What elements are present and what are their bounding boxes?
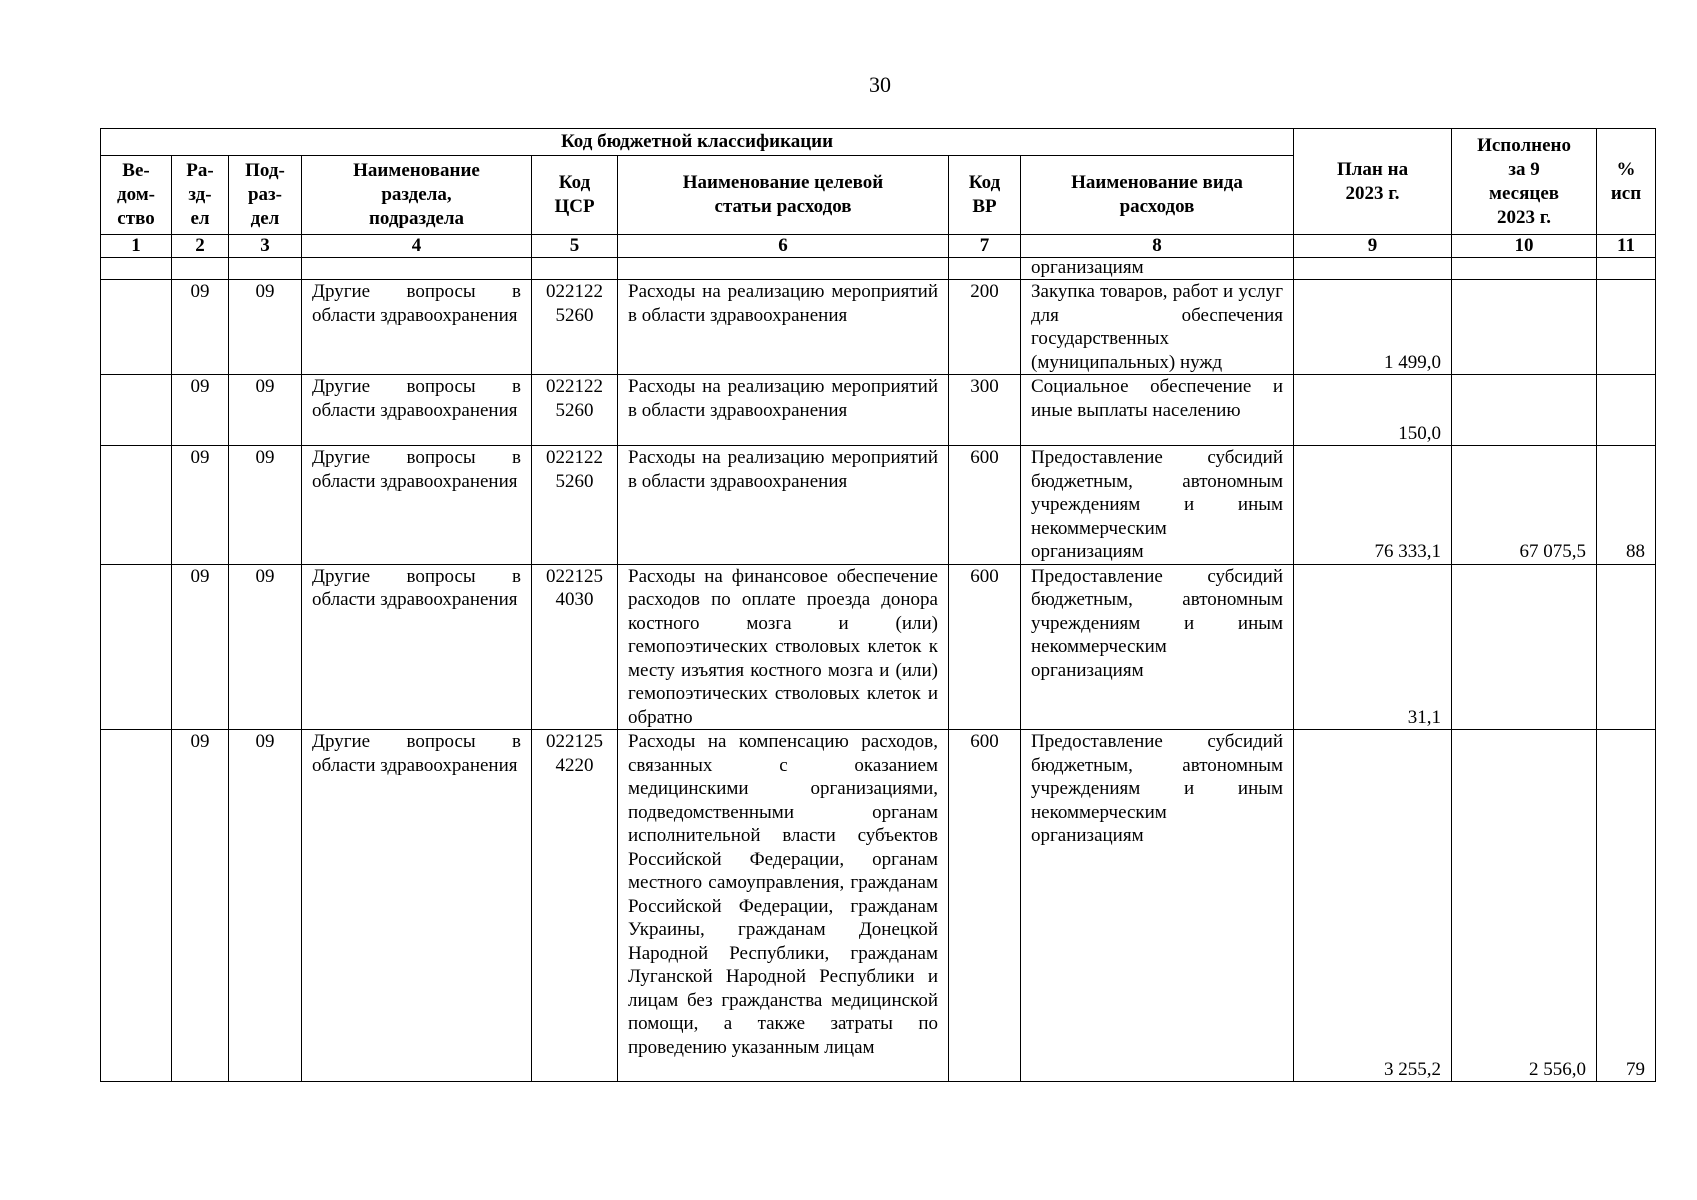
cell-plan: 76 333,1 — [1294, 446, 1452, 565]
cell-name-vid: Социальное обеспечение и иные выплаты населению — [1021, 375, 1294, 446]
header-name-razdel: Наименование раздела, подраздела — [302, 156, 532, 235]
cell-kod-csr: 022125 4220 — [532, 730, 618, 1082]
cell-podrazdel: 09 — [229, 564, 302, 730]
cell-name-target: Расходы на реализацию мероприятий в области здравоохранения — [618, 446, 949, 565]
cell-podrazdel: 09 — [229, 446, 302, 565]
cell-name-vid: Предоставление субсидий бюджетным, автономным учреждениям и иным некоммерческим организациям — [1021, 446, 1294, 565]
header-budget-classification: Код бюджетной классификации — [101, 129, 1294, 156]
column-number: 1 — [101, 235, 172, 258]
cell-percent — [1597, 564, 1656, 730]
cell-razdel: 09 — [172, 564, 229, 730]
column-number: 10 — [1452, 235, 1597, 258]
budget-table — [100, 128, 1656, 1082]
cell-kod-vr: 600 — [949, 446, 1021, 565]
cell-plan: 1 499,0 — [1294, 280, 1452, 375]
page-number: 30 — [869, 72, 891, 97]
column-number: 6 — [618, 235, 949, 258]
column-number: 3 — [229, 235, 302, 258]
cell-kod-vr: 600 — [949, 730, 1021, 1082]
column-number: 11 — [1597, 235, 1656, 258]
table-row — [101, 446, 1656, 565]
column-number: 9 — [1294, 235, 1452, 258]
cell-kod-csr: 022122 5260 — [532, 280, 618, 375]
cell-name-target: Расходы на компенсацию расходов, связанных с оказанием медицинскими организациями, подведомственными органам исполнительной власти субъектов Российской Федерации, органам местного самоуправления, гражданам Российской Федерации, гражданам Украины, гражданам Донецкой Народной Республики, гражданам Луганской Народной Республики и лицам без гражданства медицинской помощи, а также затраты по проведению указанным лицам — [618, 730, 949, 1082]
cell-plan: 150,0 — [1294, 375, 1452, 446]
column-number: 2 — [172, 235, 229, 258]
cell-kod-vr: 300 — [949, 375, 1021, 446]
cell-razdel: 09 — [172, 730, 229, 1082]
cell-kod-csr: 022122 5260 — [532, 446, 618, 565]
cell-kod-csr: 022125 4030 — [532, 564, 618, 730]
cell-vedomstvo — [101, 280, 172, 375]
cell-name-razdel: Другие вопросы в области здравоохранения — [302, 730, 532, 1082]
cell-ispolneno: 2 556,0 — [1452, 730, 1597, 1082]
header-kod-csr: Код ЦСР — [532, 156, 618, 235]
cell-percent: 79 — [1597, 730, 1656, 1082]
cell-name-razdel: Другие вопросы в области здравоохранения — [302, 280, 532, 375]
cell-plan: 3 255,2 — [1294, 730, 1452, 1082]
table-row — [101, 564, 1656, 730]
table-row — [101, 730, 1656, 1082]
cell-percent: 88 — [1597, 446, 1656, 565]
cell-podrazdel: 09 — [229, 375, 302, 446]
cell-vedomstvo — [101, 446, 172, 565]
header-kod-vr: Код ВР — [949, 156, 1021, 235]
cell-name-target: Расходы на реализацию мероприятий в области здравоохранения — [618, 280, 949, 375]
header-razdel: Ра- зд- ел — [172, 156, 229, 235]
header-name-target: Наименование целевой статьи расходов — [618, 156, 949, 235]
cell-name-vid: Закупка товаров, работ и услуг для обеспечения государственных (муниципальных) нужд — [1021, 280, 1294, 375]
cell-vedomstvo — [101, 375, 172, 446]
cell-name-vid: Предоставление субсидий бюджетным, автономным учреждениям и иным некоммерческим организациям — [1021, 564, 1294, 730]
cell-name-razdel: Другие вопросы в области здравоохранения — [302, 564, 532, 730]
cell-name-razdel: Другие вопросы в области здравоохранения — [302, 375, 532, 446]
column-number: 7 — [949, 235, 1021, 258]
table-row — [101, 280, 1656, 375]
table-row — [101, 375, 1656, 446]
cell-razdel: 09 — [172, 375, 229, 446]
column-number: 5 — [532, 235, 618, 258]
cell-name-target: Расходы на реализацию мероприятий в области здравоохранения — [618, 375, 949, 446]
cell-percent — [1597, 280, 1656, 375]
header-vedomstvo: Ве- дом- ство — [101, 156, 172, 235]
continuation-vid-text: организациям — [1021, 258, 1294, 280]
header-ispolneno: Исполнено за 9 месяцев 2023 г. — [1452, 129, 1597, 235]
cell-kod-csr: 022122 5260 — [532, 375, 618, 446]
cell-kod-vr: 200 — [949, 280, 1021, 375]
header-percent: % исп — [1597, 129, 1656, 235]
header-plan: План на 2023 г. — [1294, 129, 1452, 235]
cell-vedomstvo — [101, 564, 172, 730]
cell-plan: 31,1 — [1294, 564, 1452, 730]
cell-podrazdel: 09 — [229, 280, 302, 375]
cell-kod-vr: 600 — [949, 564, 1021, 730]
cell-name-target: Расходы на финансовое обеспечение расходов по оплате проезда донора костного мозга и (или) гемопоэтических стволовых клеток к месту изъятия костного мозга и (или) гемопоэтических стволовых клеток и обратно — [618, 564, 949, 730]
column-number: 8 — [1021, 235, 1294, 258]
cell-razdel: 09 — [172, 280, 229, 375]
column-number: 4 — [302, 235, 532, 258]
header-podrazdel: Под- раз- дел — [229, 156, 302, 235]
cell-vedomstvo — [101, 730, 172, 1082]
cell-percent — [1597, 375, 1656, 446]
cell-name-razdel: Другие вопросы в области здравоохранения — [302, 446, 532, 565]
continuation-row — [101, 258, 1656, 280]
header-name-vid: Наименование вида расходов — [1021, 156, 1294, 235]
cell-ispolneno — [1452, 280, 1597, 375]
cell-ispolneno: 67 075,5 — [1452, 446, 1597, 565]
cell-razdel: 09 — [172, 446, 229, 565]
cell-name-vid: Предоставление субсидий бюджетным, автономным учреждениям и иным некоммерческим организациям — [1021, 730, 1294, 1082]
cell-ispolneno — [1452, 564, 1597, 730]
cell-podrazdel: 09 — [229, 730, 302, 1082]
cell-ispolneno — [1452, 375, 1597, 446]
